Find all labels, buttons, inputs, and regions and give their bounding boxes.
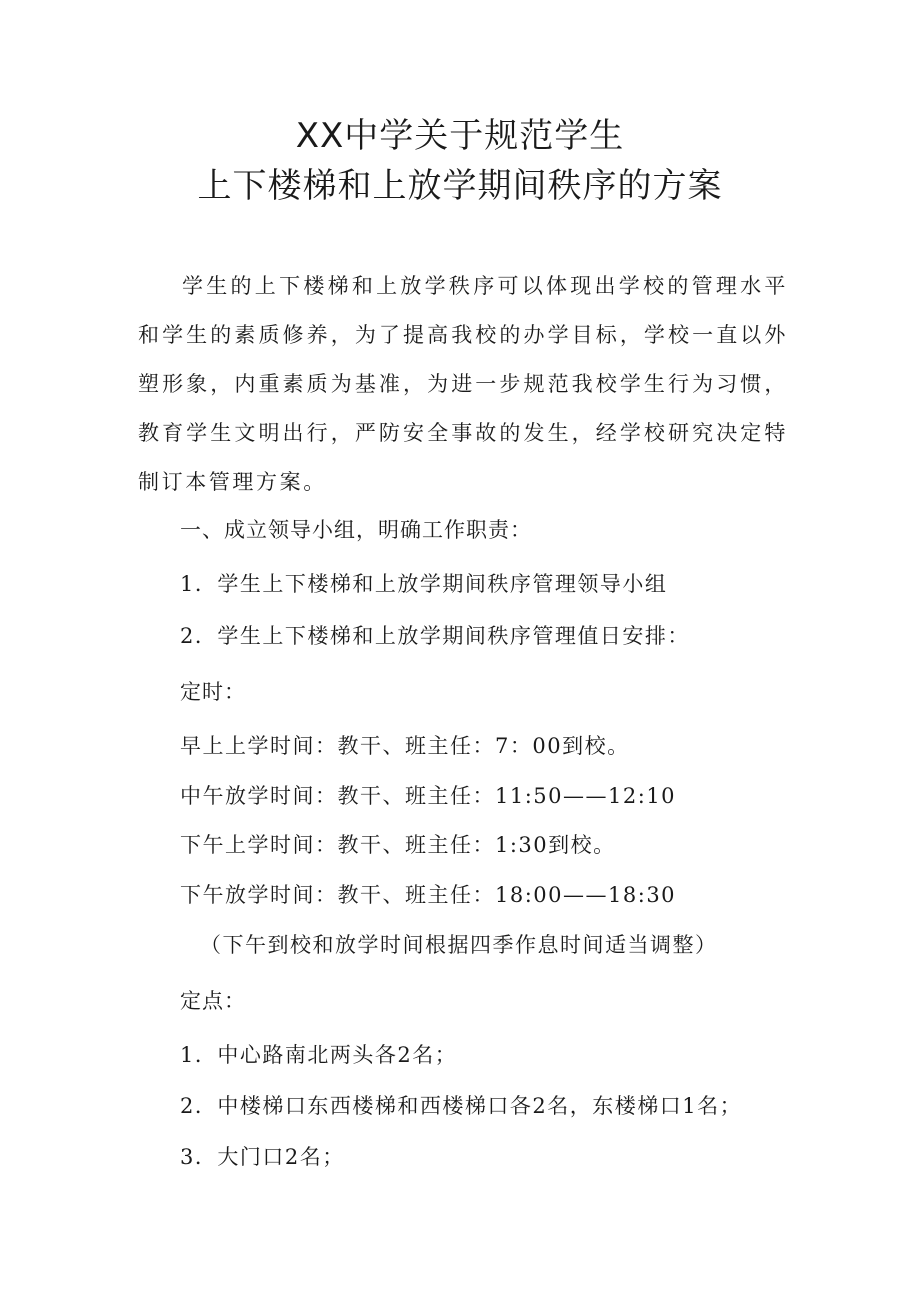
intro-paragraph: 学生的上下楼梯和上放学秩序可以体现出学校的管理水平和学生的素质修养，为了提高我校的办学目标，学校一直以外塑形象，内重素质为基准，为进一步规范我校学生行为习惯，教育学生文明出行，严防安全事故的发生，经学校研究决定特制订本管理方案。 — [138, 274, 788, 494]
document-title-line-2: 上下楼梯和上放学期间秩序的方案 — [197, 166, 723, 206]
section-1-item-1: 1．学生上下楼梯和上放学期间秩序管理领导小组 — [180, 572, 668, 596]
places-heading: 定点： — [180, 989, 246, 1013]
section-1-heading: 一、成立领导小组，明确工作职责： — [180, 518, 532, 542]
document-title-line-1: XX中学关于规范学生 — [295, 116, 625, 156]
schedule-afternoon-arrival: 下午上学时间：教干、班主任：1:30到校。 — [180, 833, 616, 857]
schedule-afternoon-dismissal: 下午放学时间：教干、班主任：18:00——18:30 — [180, 883, 677, 907]
schedule-morning: 早上上学时间：教干、班主任：7：00到校。 — [180, 734, 630, 758]
schedule-noon: 中午放学时间：教干、班主任：11:50——12:10 — [180, 784, 677, 808]
timing-heading: 定时： — [180, 680, 246, 704]
schedule-note: （下午到校和放学时间根据四季作息时间适当调整） — [200, 933, 718, 957]
place-item-3: 3．大门口2名； — [180, 1145, 345, 1169]
place-item-2: 2．中楼梯口东西楼梯和西楼梯口各2名，东楼梯口1名； — [180, 1094, 743, 1118]
place-item-1: 1．中心路南北两头各2名； — [180, 1043, 458, 1067]
section-1-item-2: 2．学生上下楼梯和上放学期间秩序管理值日安排： — [180, 624, 690, 648]
